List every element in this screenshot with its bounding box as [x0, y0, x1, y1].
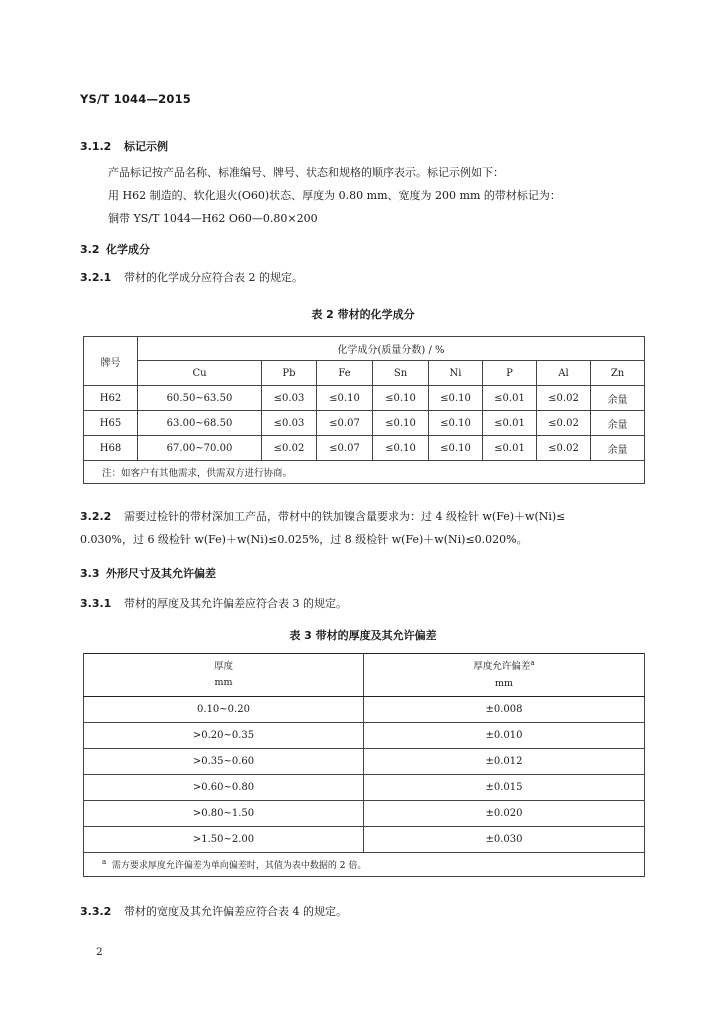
- section-number: 3.3: [80, 567, 100, 580]
- tolerance-header-label: 厚度允许偏差: [473, 661, 531, 673]
- value-cell: ≤0.02: [262, 436, 317, 461]
- section-3-2-heading: [80, 241, 150, 257]
- value-cell: ≤0.10: [429, 411, 483, 436]
- value-cell: ≤0.10: [373, 411, 429, 436]
- element-header: Pb: [262, 361, 317, 386]
- table-3-footnote: [84, 853, 645, 877]
- table-2-note: 注：如客户有其他需求，供需双方进行协商。: [84, 461, 645, 484]
- table-row: [84, 411, 645, 436]
- section-title: 外形尺寸及其允许偏差: [106, 567, 216, 580]
- value-cell: ≤0.10: [429, 436, 483, 461]
- value-cell: ≤0.02: [537, 386, 591, 411]
- grade-cell: H62: [84, 386, 138, 411]
- section-number: 3.2.2: [80, 510, 112, 523]
- thickness-cell: >0.35~0.60: [84, 749, 364, 775]
- marking-example: 铜带 YS/T 1044—H62 O60—0.80×200: [108, 212, 318, 225]
- thickness-cell: 0.10~0.20: [84, 697, 364, 723]
- section-3-3-heading: [80, 565, 216, 581]
- thickness-header-unit: mm: [214, 677, 233, 688]
- element-header: Cu: [138, 361, 262, 386]
- element-header: Sn: [373, 361, 429, 386]
- value-cell: ≤0.03: [262, 411, 317, 436]
- element-header: Zn: [591, 361, 645, 386]
- section-number: 3.3.1: [80, 597, 112, 610]
- thickness-tolerance-table: [83, 653, 645, 877]
- table-row: [84, 775, 645, 801]
- section-3-2-2: [80, 510, 650, 523]
- tolerance-header-unit: mm: [494, 677, 514, 689]
- element-header: Ni: [429, 361, 483, 386]
- thickness-header: [84, 654, 364, 697]
- table-3-caption: 表 3 带材的厚度及其允许偏差: [289, 629, 437, 642]
- thickness-cell: >0.20~0.35: [84, 723, 364, 749]
- table-row: [84, 827, 645, 853]
- tolerance-cell: ±0.012: [364, 749, 645, 775]
- standard-code-header: YS/T 1044—2015: [80, 92, 191, 106]
- element-header: Al: [537, 361, 591, 386]
- section-number: 3.2: [80, 243, 100, 256]
- element-header: Fe: [317, 361, 373, 386]
- table-row: [84, 386, 645, 411]
- thickness-cell: >0.80~1.50: [84, 801, 364, 827]
- section-3-3-1: [80, 597, 347, 610]
- section-3-1-2-heading: [80, 138, 168, 154]
- value-cell: 60.50~63.50: [138, 386, 262, 411]
- tolerance-cell: ±0.008: [364, 697, 645, 723]
- value-cell: ≤0.01: [483, 436, 537, 461]
- section-3-3-2: [80, 905, 347, 918]
- section-text: 带材的化学成分应符合表 2 的规定。: [124, 271, 303, 284]
- section-title: 化学成分: [106, 243, 150, 256]
- section-3-2-1: [80, 271, 303, 284]
- grade-header: 牌号: [84, 337, 138, 386]
- section-number: 3.2.1: [80, 271, 112, 284]
- value-cell: 63.00~68.50: [138, 411, 262, 436]
- section-text-line-2: 0.030%，过 6 级检针 w(Fe)＋w(Ni)≤0.025%，过 8 级检针 w(Fe)＋w(Ni)≤0.020%。: [80, 533, 528, 546]
- value-cell: ≤0.01: [483, 411, 537, 436]
- composition-group-header: 化学成分(质量分数) / %: [138, 337, 645, 361]
- page-number: 2: [96, 946, 103, 958]
- table-row: [84, 697, 645, 723]
- value-cell: 余量: [591, 436, 645, 461]
- value-cell: ≤0.02: [537, 411, 591, 436]
- footnote-marker: a: [102, 858, 107, 866]
- tolerance-cell: ±0.015: [364, 775, 645, 801]
- value-cell: ≤0.10: [373, 386, 429, 411]
- value-cell: ≤0.01: [483, 386, 537, 411]
- value-cell: ≤0.07: [317, 436, 373, 461]
- section-title: 标记示例: [124, 140, 168, 153]
- tolerance-header: [364, 654, 645, 697]
- tolerance-cell: ±0.030: [364, 827, 645, 853]
- value-cell: 余量: [591, 386, 645, 411]
- value-cell: ≤0.10: [373, 436, 429, 461]
- table-row: [84, 801, 645, 827]
- value-cell: ≤0.07: [317, 411, 373, 436]
- grade-cell: H65: [84, 411, 138, 436]
- thickness-header-label: 厚度: [213, 660, 233, 672]
- table-row: [84, 723, 645, 749]
- section-text-line-1: 需要过检针的带材深加工产品，带材中的铁加镍含量要求为：过 4 级检针 w(Fe)＋w(Ni)≤: [124, 510, 566, 523]
- thickness-cell: >0.60~0.80: [84, 775, 364, 801]
- section-text: 带材的宽度及其允许偏差应符合表 4 的规定。: [124, 905, 347, 918]
- value-cell: ≤0.10: [317, 386, 373, 411]
- footnote-marker: a: [530, 659, 535, 668]
- marking-paragraph-1: 产品标记按产品名称、标准编号、牌号、状态和规格的顺序表示。标记示例如下：: [108, 166, 504, 179]
- value-cell: 67.00~70.00: [138, 436, 262, 461]
- section-number: 3.3.2: [80, 905, 112, 918]
- tolerance-cell: ±0.010: [364, 723, 645, 749]
- tolerance-cell: ±0.020: [364, 801, 645, 827]
- value-cell: 余量: [591, 411, 645, 436]
- table-row: [84, 749, 645, 775]
- table-row: [84, 436, 645, 461]
- grade-cell: H68: [84, 436, 138, 461]
- marking-paragraph-2: 用 H62 制造的、软化退火(O60)状态、厚度为 0.80 mm、宽度为 200 mm 的带材标记为：: [108, 189, 561, 202]
- thickness-cell: >1.50~2.00: [84, 827, 364, 853]
- value-cell: ≤0.03: [262, 386, 317, 411]
- section-number: 3.1.2: [80, 140, 112, 153]
- element-header: P: [483, 361, 537, 386]
- section-text: 带材的厚度及其允许偏差应符合表 3 的规定。: [124, 597, 347, 610]
- table-2-caption: 表 2 带材的化学成分: [311, 308, 415, 321]
- footnote-text: 需方要求厚度允许偏差为单向偏差时，其值为表中数据的 2 倍。: [111, 861, 367, 871]
- value-cell: ≤0.10: [429, 386, 483, 411]
- value-cell: ≤0.02: [537, 436, 591, 461]
- chemical-composition-table: [83, 336, 645, 484]
